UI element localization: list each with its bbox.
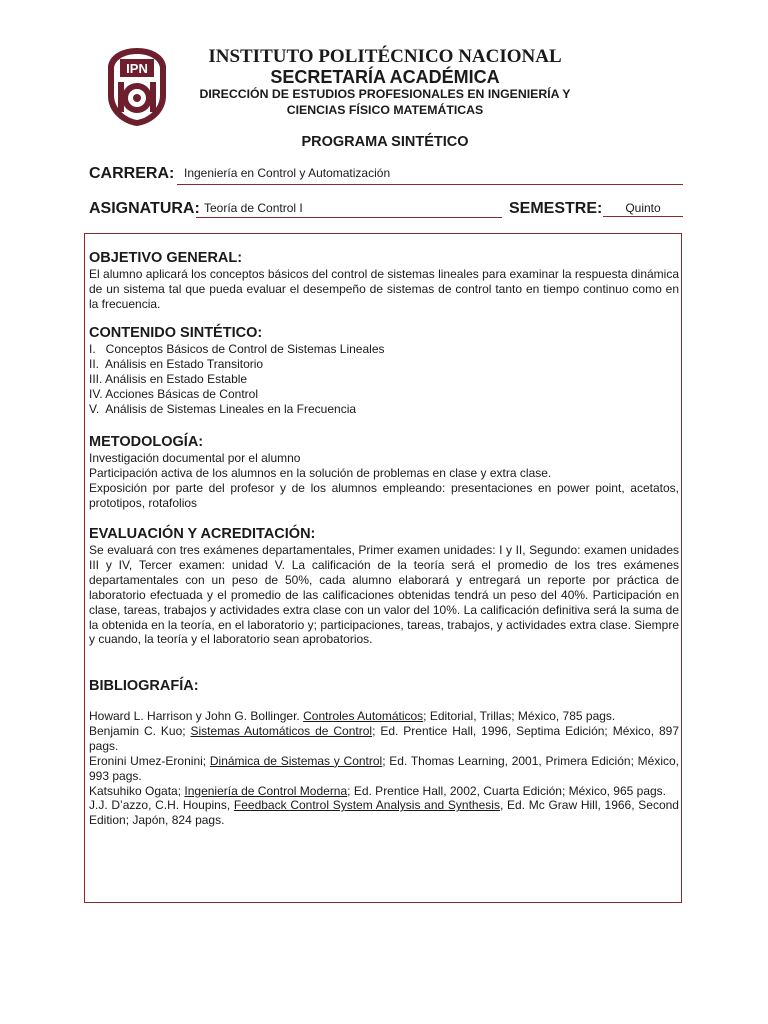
bib-title: Ingeniería de Control Moderna	[184, 783, 348, 798]
direction-name	[170, 87, 600, 118]
logo-text: IPN	[126, 61, 148, 76]
contenido-item: III. Análisis en Estado Estable	[89, 371, 248, 386]
contenido-item: II. Análisis en Estado Transitorio	[89, 356, 264, 371]
semestre-label: SEMESTRE:	[509, 200, 603, 217]
institution-name: INSTITUTO POLITÉCNICO NACIONAL	[208, 46, 562, 67]
evaluacion-text: Se evaluará con tres exámenes departamentales, Primer examen unidades: I y II, Segundo: examen unidades III y IV, Tercer examen: unidad V. La calificación de la teoría será el promedio de los tres exámenes departamentales con un peso de 50%, cada alumno elaborará y entregará un reporte por práctica de laboratorio efectuada y el promedio de las calificaciones obtenidas tendrá un peso del 40%. Participación en clase, tareas, trabajos y actividades extra clase con un valor del 10%. La calificación definitiva será la suma de la obtenida en la teoría, en el laboratorio y; participaciones, tareas, trabajos, y actividades extra clase. Siempre y cuando, la teoría y el laboratorio sean aprobatorios.	[89, 543, 679, 647]
carrera-underline	[177, 184, 683, 185]
bib-title: Feedback Control System Analysis and Synthesis	[233, 798, 500, 813]
metodologia-item: Investigación documental por el alumno	[89, 451, 301, 465]
contenido-item: I. Conceptos Básicos de Control de Sistemas Lineales	[89, 342, 385, 356]
evaluacion-heading: EVALUACIÓN Y ACREDITACIÓN:	[89, 526, 316, 542]
objetivo-heading: OBJETIVO GENERAL:	[89, 250, 243, 266]
bib-title: Controles Automáticos	[303, 709, 424, 723]
ipn-logo	[106, 46, 168, 128]
program-title: PROGRAMA SINTÉTICO	[301, 134, 469, 150]
secretariat-name: SECRETARÍA ACADÉMICA	[270, 67, 500, 87]
objetivo-section	[89, 249, 679, 312]
bib-title: Sistemas Automáticos de Control	[190, 723, 373, 738]
contenido-item: IV. Acciones Básicas de Control	[89, 386, 258, 401]
asignatura-underline	[196, 217, 502, 218]
bib-entry: Katsuhiko Ogata; Ingeniería de Control Moderna; Ed. Prentice Hall, 2002, Cuarta Edición; México, 965 pags.	[89, 783, 667, 798]
direction-line-2: CIENCIAS FÍSICO MATEMÁTICAS	[286, 102, 484, 117]
bib-entry: Howard L. Harrison y John G. Bollinger. Controles Automáticos; Editorial, Trillas; México, 785 pags.	[89, 709, 616, 723]
contenido-heading: CONTENIDO SINTÉTICO:	[89, 325, 263, 341]
bib-entry: Benjamin C. Kuo; Sistemas Automáticos de Control; Ed. Prentice Hall, 1996, Septima Edición; México, 897 pags.	[89, 723, 680, 753]
semestre-underline	[603, 216, 683, 217]
evaluacion-section	[89, 525, 679, 647]
bib-entry: Eronini Umez-Eronini; Dinámica de Sistemas y Control; Ed. Thomas Learning, 2001, Primera Edición; México, 993 pags.	[89, 753, 679, 783]
asignatura-value: Teoría de Control I	[204, 201, 303, 215]
contenido-section	[89, 324, 679, 417]
direction-line-1: DIRECCIÓN DE ESTUDIOS PROFESIONALES EN INGENIERÍA Y	[199, 87, 571, 101]
objetivo-text: El alumno aplicará los conceptos básicos del control de sistemas lineales para examinar la respuesta dinámica de un sistema tal que pueda evaluar el desempeño de sistemas de control tanto en tiempo continuo como en la frecuencia.	[89, 267, 679, 311]
bibliografia-heading: BIBLIOGRAFÍA:	[89, 678, 199, 694]
carrera-label: CARRERA:	[89, 165, 175, 182]
metodologia-item: Exposición por parte del profesor y de los alumnos empleando: presentaciones en power point, acetatos, prototipos, rotafolios	[89, 480, 679, 510]
metodologia-section	[89, 433, 679, 511]
metodologia-heading: METODOLOGÍA:	[89, 434, 204, 450]
bib-title: Dinámica de Sistemas y Control	[209, 753, 383, 768]
bib-entry: J.J. D’azzo, C.H. Houpins, Feedback Control System Analysis and Synthesis, Ed. Mc Graw Hill, 1966, Second Edition; Japón, 824 pags.	[89, 798, 679, 828]
semestre-value: Quinto	[625, 201, 661, 215]
bibliografia-section	[89, 677, 679, 828]
contenido-item: V. Análisis de Sistemas Lineales en la Frecuencia	[89, 401, 357, 416]
carrera-value: Ingeniería en Control y Automatización	[184, 166, 391, 180]
asignatura-label: ASIGNATURA:	[89, 200, 200, 217]
metodologia-item: Participación activa de los alumnos en la solución de problemas en clase y extra clase.	[89, 465, 552, 480]
